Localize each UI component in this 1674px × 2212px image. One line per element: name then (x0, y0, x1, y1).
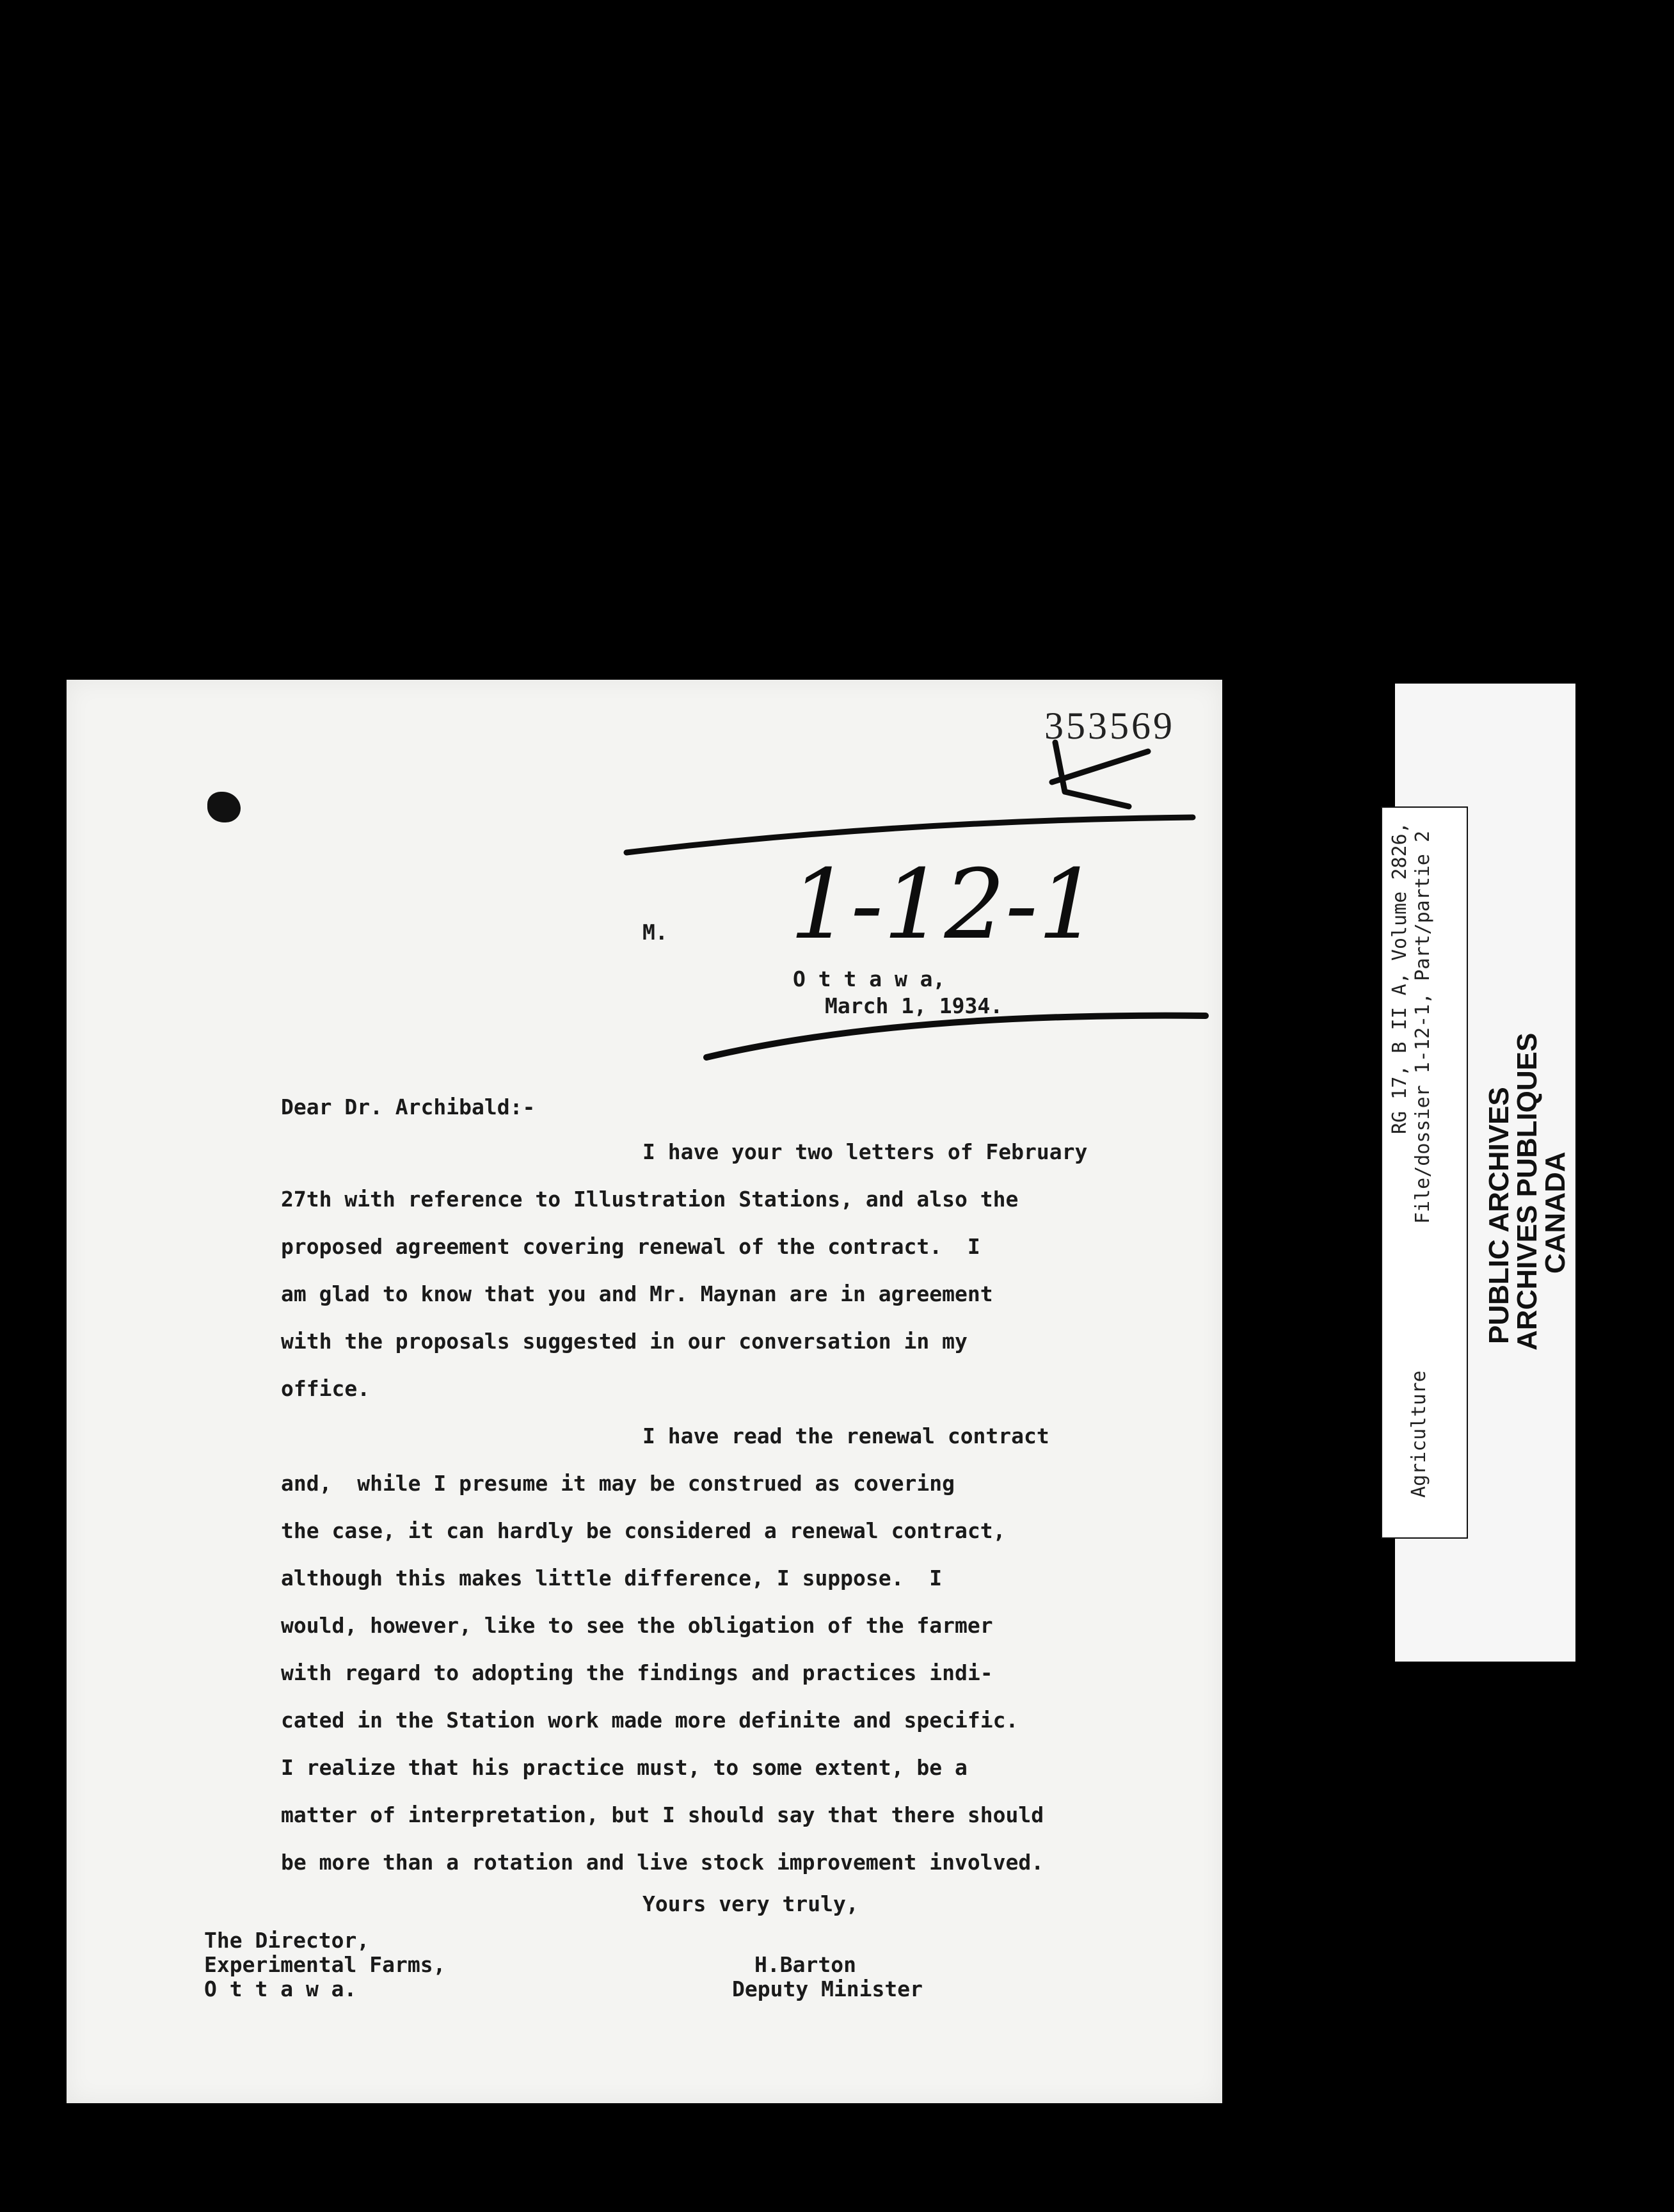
signature-name: H.Barton (754, 1952, 856, 1977)
body-line: although this makes little difference, I suppose. I (281, 1566, 943, 1591)
addressee-line: O t t a w a. (204, 1976, 357, 2001)
archive-label-strip (1381, 806, 1468, 1539)
body-line: am glad to know that you and Mr. Maynan are in agreement (281, 1281, 993, 1306)
institution-line-3: CANADA (1540, 1151, 1571, 1274)
institution-line-1: PUBLIC ARCHIVES (1483, 1087, 1515, 1344)
addressee-line: The Director, (204, 1928, 370, 1953)
body-line: would, however, like to see the obligation of the farmer (281, 1613, 993, 1638)
body-line: cated in the Station work made more definite and specific. (281, 1708, 1019, 1733)
body-line: and, while I presume it may be construed as covering (281, 1471, 955, 1496)
closing: Yours very truly, (642, 1891, 859, 1916)
label-department: Agriculture (1408, 1370, 1430, 1498)
stamp-number: 353569 (1044, 705, 1175, 747)
body-line: proposed agreement covering renewal of the contract. I (281, 1234, 980, 1259)
salutation: Dear Dr. Archibald:- (281, 1094, 536, 1119)
body-line: I have your two letters of February (642, 1139, 1088, 1164)
body-line: be more than a rotation and live stock improvement involved. (281, 1850, 1044, 1875)
addressee-line: Experimental Farms, (204, 1952, 446, 1977)
paragraph-2 (67, 680, 1222, 1896)
body-line: 27th with reference to Illustration Stations, and also the (281, 1187, 1019, 1212)
place-line: O t t a w a, (793, 966, 946, 991)
date-line: March 1, 1934. (825, 993, 1003, 1018)
body-line: with the proposals suggested in our conversation in my (281, 1329, 968, 1354)
letter-page (67, 680, 1222, 2103)
label-reference-2: File/dossier 1-12-1, Part/partie 2 (1412, 830, 1434, 1224)
label-reference-1: RG 17, B II A, Volume 2826, (1389, 822, 1411, 1134)
handwritten-file-number: 1-12-1 (790, 849, 1099, 961)
body-line: the case, it can hardly be considered a renewal contract, (281, 1518, 1006, 1543)
signature-title: Deputy Minister (732, 1976, 923, 2001)
body-line: matter of interpretation, but I should say that there should (281, 1802, 1044, 1827)
m-mark: M. (642, 920, 668, 945)
body-line: office. (281, 1376, 371, 1401)
institution-line-2: ARCHIVES PUBLIQUES (1511, 1032, 1543, 1350)
body-line: I have read the renewal contract (642, 1423, 1049, 1448)
body-line: with regard to adopting the findings and practices indi- (281, 1660, 993, 1685)
body-line: I realize that his practice must, to some extent, be a (281, 1755, 968, 1780)
